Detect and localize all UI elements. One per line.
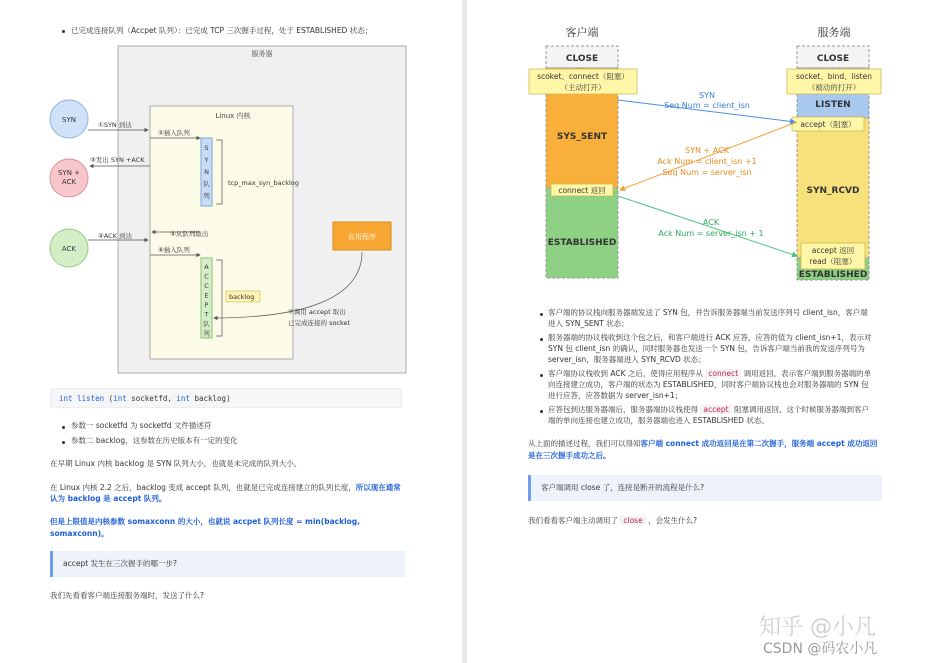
ack-msg-line2: Ack Num = server_isn + 1 [658, 229, 764, 238]
para-somaxconn-1: 但是上限值是内核参数 somaxconn 的大小，也就说 accpet 队列长度 = min(backlog, [50, 517, 361, 526]
bullet-dot [540, 410, 543, 413]
step4-desc-1: 应答包到达服务器端后，服务器端协议栈使得 accept 阻塞调用返回，这个时候服务器端到客户 [548, 405, 869, 414]
para-kernel22-2: 认为 backlog 是 accept 队列。 [50, 494, 167, 503]
step2-desc-2: SYN 包 client_isn 的确认，同时服务器也发送一个 SYN 包，告诉客户端当前我的发送序列号为 [548, 344, 865, 353]
queue-char: Y [204, 156, 209, 164]
step2-desc-1: 服务器端的协议栈收到这个包之后，和客户端进行 ACK 应答，应答的值为 client_isn+1，表示对 [548, 333, 872, 342]
queue-char: E [204, 291, 209, 300]
left-page [0, 0, 462, 663]
bullet-dot [540, 313, 543, 316]
server-call-line2: （被动的打开） [807, 83, 861, 92]
queue-char: 队 [203, 180, 210, 188]
close-question-callout: 客户端调用 close 了，连接是断开的流程是什么? [528, 475, 882, 501]
para-early-kernel: 在早期 Linux 内核 backlog 是 SYN 队列大小，也就是未完成的队列大小。 [50, 459, 302, 468]
step2-desc-3: server_isn，服务器端进入 SYN_RCVD 状态； [548, 355, 706, 364]
step3-label: ③发出 SYN +ACK [90, 156, 145, 164]
step3-desc-3: 进行应答，应答数据为 server_isn+1； [548, 391, 683, 400]
param1-text: 参数一 socketfd 为 socketfd 文件描述符 [71, 421, 212, 430]
step6-label: ⑥插入队列 [158, 246, 190, 254]
step1-label: ①SYN 到达 [98, 121, 132, 129]
accept-queue-bullet: 已完成连接队列（Accpet 队列）：已完成 TCP 三次握手过程，处于 ESTABLISHED 状态； [71, 26, 373, 35]
queue-char: 队 [203, 320, 210, 328]
client-established-block [546, 188, 618, 278]
queue-char: C [204, 282, 209, 290]
step5-label: ⑤从队列取出 [170, 230, 209, 238]
client-syssent-label: SYS_SENT [556, 132, 608, 142]
ack-msg-line1: ACK [702, 218, 720, 227]
client-title: 客户端 [565, 26, 599, 39]
server-listen-label: LISTEN [815, 100, 851, 110]
accept-return-line2: read（阻塞） [809, 257, 857, 266]
step4-desc-2: 端的单向连接也建立成功，服务器端也进入 ESTABLISHED 状态。 [548, 416, 769, 425]
syn-msg-line1: SYN [699, 91, 715, 100]
summary-line1: 从上面的描述过程，我们可以得知客户端 connect 成功返回是在第二次握手，服务端 accept 成功返回 [528, 439, 878, 448]
tcp-max-syn-backlog-label: tcp_max_syn_backlog [228, 179, 299, 187]
kernel-title: Linux 内核 [215, 112, 251, 120]
accept-question-callout: accept 发生在三次握手的哪一步? [50, 551, 405, 577]
server-title: 服务器 [251, 50, 273, 58]
right-page [467, 0, 926, 663]
accept-block-label: accept（阻塞） [800, 120, 856, 129]
synack-arrow [620, 122, 797, 190]
client-close-label: CLOSE [565, 54, 599, 64]
server-established-label: ESTABLISHED [798, 270, 868, 280]
para-kernel22-1: 在 Linux 内核 2.2 之后，backlog 变成 accept 队列，也就是已完成连接建立的队列长度，所以现在通常 [50, 483, 401, 492]
param2-text: 参数二 backlog，这参数在历史版本有一定的变化 [71, 436, 238, 445]
server-title: 服务端 [817, 26, 851, 39]
summary-line2: 是在三次握手成功之后。 [528, 451, 611, 460]
queue-char: T [204, 310, 209, 319]
bullet-dot [62, 441, 65, 444]
csdn-watermark: CSDN @码农小凡 [763, 641, 878, 657]
bullet-dot [62, 426, 65, 429]
step7-label-2: 已完成连接的 socket [288, 319, 351, 327]
syn-msg-line2: Seq Num = client_isn [664, 101, 750, 110]
listen-code: int listen (int socketfd, int backlog) [50, 388, 402, 408]
step3-desc-2: 向连接建立成功，客户端的状态为 ESTABLISHED，同时客户端协议栈也会对服务器端的 SYN 包 [548, 380, 869, 389]
server-synrcvd-label: SYN_RCVD [806, 186, 860, 196]
ack-client-label: ACK [61, 245, 77, 253]
app-label: 应用程序 [348, 233, 376, 241]
client-call-line2: （主动打开） [560, 83, 606, 92]
server-close-label: CLOSE [816, 54, 850, 64]
queue-char: 列 [203, 192, 210, 200]
accept-return-line1: accept 返回 [811, 246, 855, 255]
step3-desc-1: 客户端协议栈收到 ACK 之后，使得应用程序从 connect 调用返回，表示客户端到服务器端的单 [548, 369, 872, 378]
syn-client-label: SYN [62, 116, 76, 124]
queue-char: P [204, 301, 209, 309]
queue-char: A [204, 263, 209, 271]
queue-char: 列 [203, 329, 210, 338]
bullet-dot [540, 338, 543, 341]
queue-char: N [204, 168, 209, 176]
synack-msg-line2: Ack Num = client_isn +1 [657, 157, 757, 166]
step4-label: ④ACK 到达 [98, 232, 133, 240]
connect-return-label: connect 返回 [558, 186, 606, 195]
para-client-connect: 我们先看看客户端连接服务端时，发送了什么? [50, 591, 204, 600]
server-call-line1: socket、bind、listen [796, 72, 872, 81]
bullet-dot [540, 374, 543, 377]
queue-char: C [204, 272, 209, 281]
queue-char: S [204, 144, 209, 152]
synack-msg-line3: Seq Num = server_isn [662, 168, 752, 177]
step2-label: ②插入队列 [158, 129, 190, 137]
client-call-line1: scoket、connect（阻塞） [537, 72, 629, 81]
zhihu-watermark: 知乎 @小凡 [759, 615, 876, 640]
synack-msg-line1: SYN + ACK [685, 146, 729, 155]
synack-client-label-1: SYN + [57, 169, 81, 177]
client-established-label: ESTABLISHED [547, 238, 617, 248]
queue-diagram [0, 0, 462, 380]
close-intro: 我们看看客户端主动调用了 close ，会发生什么? [528, 516, 698, 525]
synack-client-label-2: ACK [61, 178, 77, 186]
step1-desc-2: 进入 SYN_SENT 状态； [548, 319, 629, 328]
para-somaxconn-2: somaxconn)。 [50, 529, 109, 538]
handshake-diagram [467, 0, 926, 290]
step1-desc-1: 客户端的协议栈向服务器端发送了 SYN 包，并告诉服务器端当前发送序列号 client_isn，客户端 [548, 308, 868, 317]
step7-label-1: ⑦调用 accept 取出 [288, 308, 346, 316]
backlog-tag-label: backlog [229, 293, 255, 301]
